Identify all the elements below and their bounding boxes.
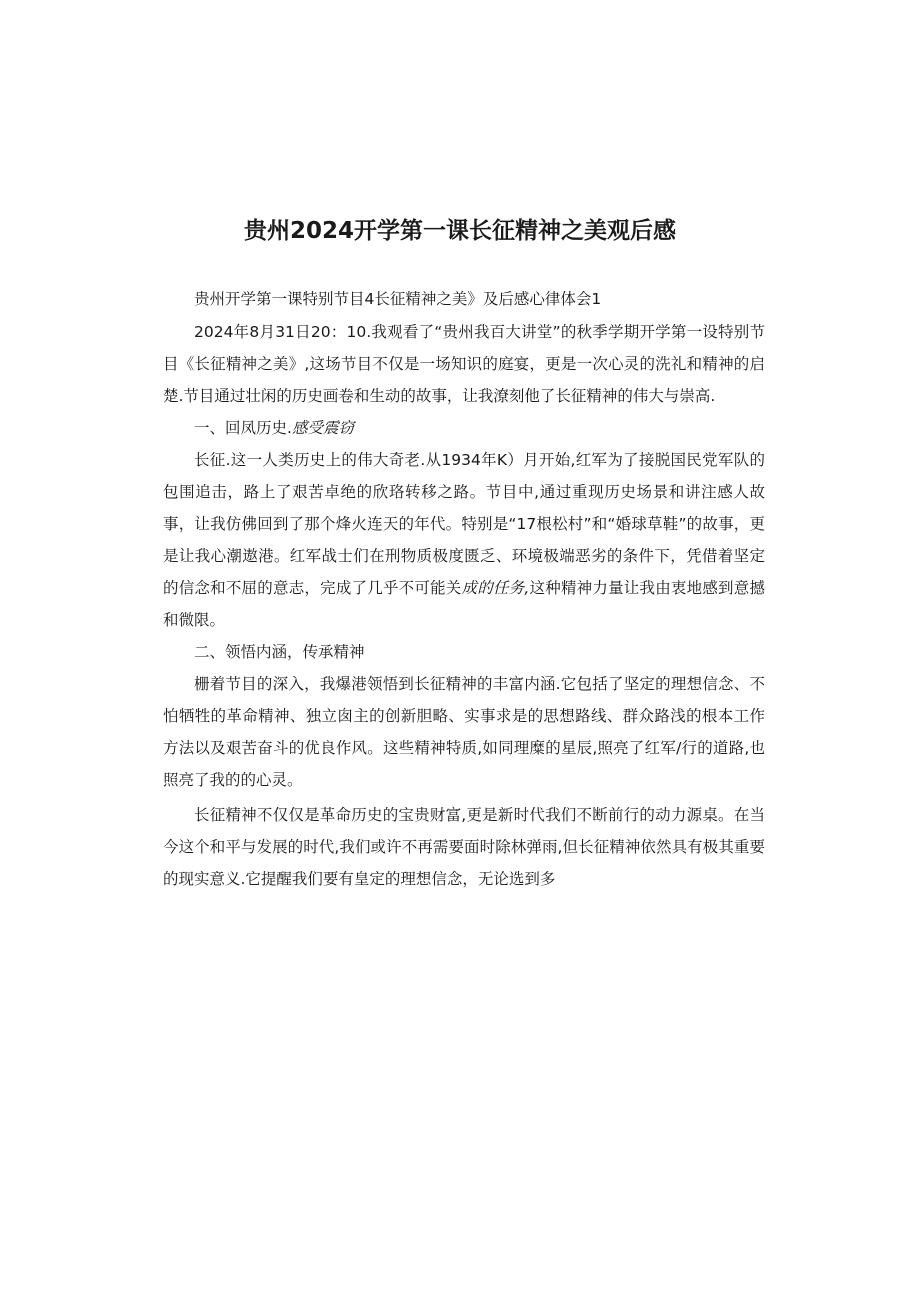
paragraph-2-part-a: 长征.这一人类历史上的伟大奇老.从1934年K）月开始,红军为了接脱国民党军队的包围追击，路上了艰苦卓绝的欣珞转移之路。节目中,通过重现历史场景和讲注感人故事，让我仿佛回到了那个烽火连天的年代。特别是“17根松村”和“婚球草鞋”的故事，更是让我心潮遨港。红军战士们在刑物质极度匮乏、环境极端恶劣的条件下，凭借着坚定的信念和不屈的意志，完成了几乎不可能关: [163, 451, 765, 597]
document-body: [163, 283, 765, 895]
document-subtitle: 贵州开学第一课特别节目4长征精神之美》及后感心律体会1: [194, 290, 602, 308]
section-heading-1-text: 一、回凤历史.: [194, 419, 292, 437]
section-heading-1: [163, 412, 765, 444]
paragraph-1: 2024年8月31日20：10.我观看了“贵州我百大讲堂”的秋季学期开学第一设特别节目《长征精神之美》,这场节目不仅是一场知识的庭宴，更是一次心灵的洗礼和精神的启楚.节目通过壮闲的历史画卷和生动的故事，让我潦刻他了长征精神的伟大与崇高.: [163, 323, 765, 405]
document-title: 贵州2024开学第一课长征精神之美观后感: [243, 218, 676, 244]
section-heading-2: 二、领悟内涵，传承精神: [194, 643, 365, 661]
paragraph-2-part-c: 这种精神力量让我由衷地感到意撼和微限。: [163, 579, 765, 629]
paragraph-3: 栅着节目的深入，我爆港领悟到长征精神的丰富内涵.它包括了坚定的理想信念、不怕牺牲的革命精神、独立囱主的创新胆略、实事求是的思想路线、群众路浅的根本工作方法以及艰苦奋斗的优良作风。这些精神特质,如同理糜的星辰,照亮了红军/行的道路,也照亮了我的的心灵。: [163, 675, 765, 789]
paragraph-2-italic: 成的任务,: [461, 579, 530, 597]
paragraph-2: [163, 444, 765, 636]
paragraph-4: 长征精神不仅仅是革命历史的宝贵财富,更是新时代我们不断前行的动力源桌。在当今这个和平与发展的时代,我们或许不再需要面时除林弹雨,但长征精神依然具有极其重要的现实意义.它提醒我们要有皇定的理想信念，无论选到多: [163, 806, 765, 888]
section-heading-1-italic: 感受震窃: [291, 419, 354, 437]
